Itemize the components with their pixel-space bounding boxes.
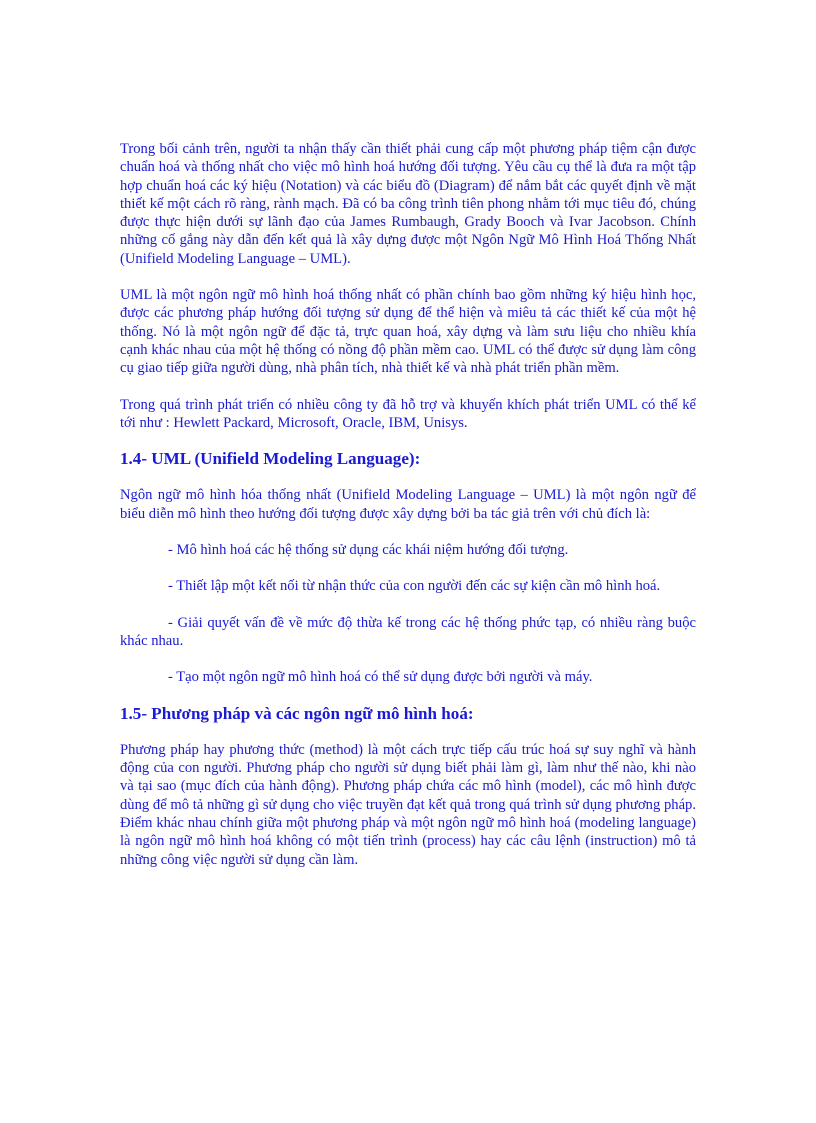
document-page [120,140,696,869]
bullet-item-2: - Thiết lập một kết nối từ nhận thức của con người đến các sự kiện cần mô hình hoá. [168,578,661,595]
section-heading-1-4: 1.4- UML (Unifield Modeling Language): [120,449,421,469]
section-heading-1-5: 1.5- Phương pháp và các ngôn ngữ mô hình hoá: [120,703,474,723]
intro-paragraph-1: Trong bối cảnh trên, người ta nhận thấy cần thiết phải cung cấp một phương pháp tiệm cận được chuẩn hoá và thống nhất cho việc mô hình hoá hướng đối tượng. Yêu cầu cụ thể là đưa ra một tập hợp chuẩn hoá các ký hiệu (Notation) và các biểu đồ (Diagram) để nắm bắt các quyết định về mặt thiết kế một cách rõ ràng, rành mạch. Đã có ba công trình tiên phong nhằm tới mục tiêu đó, chúng được thực hiện dưới sự lãnh đạo của James Rumbaugh, Grady Booch và Ivar Jacobson. Chính những cố gắng này dẫn đến kết quả là xây dựng được một Ngôn Ngữ Mô Hình Hoá Thống Nhất (Unifield Modeling Language – UML). [120,141,696,267]
section-1-5-paragraph: Phương pháp hay phương thức (method) là một cách trực tiếp cấu trúc hoá sự suy nghĩ và hành động của con người. Phương pháp cho người sử dụng biết phải làm gì, làm như thế nào, khi nào và tại sao (mục đích của hành động). Phương pháp chứa các mô hình (model), các mô hình được dùng để mô tả những gì sử dụng cho việc truyền đạt kết quả trong quá trình sử dụng phương pháp. Điểm khác nhau chính giữa một phương pháp và một ngôn ngữ mô hình hoá (modeling language) là ngôn ngữ mô hình hoá không có một tiến trình (process) hay các câu lệnh (instruction) mô tả những công việc người sử dụng cần làm. [120,741,696,868]
intro-paragraph-2: UML là một ngôn ngữ mô hình hoá thống nhất có phần chính bao gồm những ký hiệu hình học, được các phương pháp hướng đối tượng sử dụng để thể hiện và miêu tả các thiết kế của một hệ thống. Nó là một ngôn ngữ để đặc tả, trực quan hoá, xây dựng và làm sưu liệu cho nhiều khía cạnh khác nhau của một hệ thống có nồng độ phần mềm cao. UML có thể được sử dụng làm công cụ giao tiếp giữa người dùng, nhà phân tích, nhà thiết kế và nhà phát triển phần mềm. [120,287,696,377]
bullet-item-3: - Giải quyết vấn đề về mức độ thừa kế trong các hệ thống phức tạp, có nhiều ràng buộc khác nhau. [120,614,696,649]
bullet-item-1: - Mô hình hoá các hệ thống sử dụng các khái niệm hướng đối tượng. [168,542,569,559]
bullet-item-4: - Tạo một ngôn ngữ mô hình hoá có thể sử dụng được bởi người và máy. [168,669,593,686]
section-1-4-intro: Ngôn ngữ mô hình hóa thống nhất (Unifield Modeling Language – UML) là một ngôn ngữ để biểu diễn mô hình theo hướng đối tượng được xây dựng bởi ba tác giả trên với chủ đích là: [120,487,696,522]
intro-paragraph-3: Trong quá trình phát triển có nhiều công ty đã hỗ trợ và khuyến khích phát triển UML có thể kể tới như : Hewlett Packard, Microsoft, Oracle, IBM, Unisys. [120,396,696,431]
